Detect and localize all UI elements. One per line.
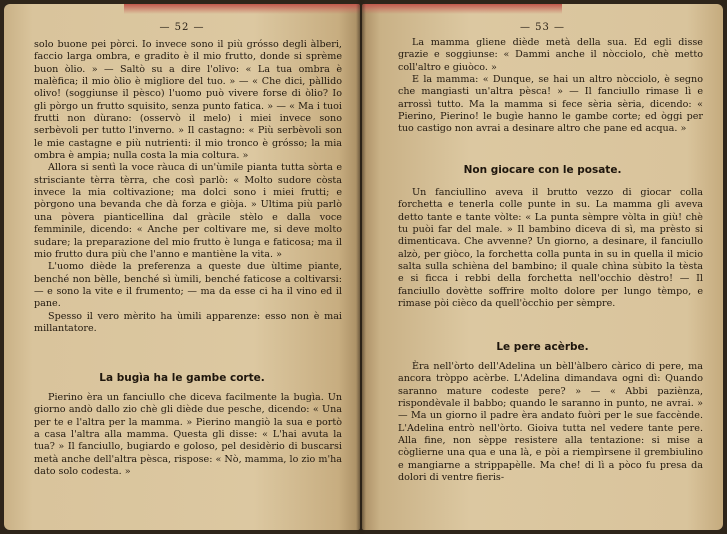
left-page <box>4 4 360 530</box>
paragraph: Allora si sentì la voce ràuca di un'ùmile pianta tutta sòrta e strisciante tèrra tèrra, che così parlò: « Molto sudore còsta invece la mia coltivazione; ma dolci sono i miei frutti; e pòrgono una bevanda che dà forza e giòja. » Ultima più parlò una pòvera pianticellina dal gràcile stèlo e dalla voce femminile, dicendo: « Anche per coltivare me, si deve molto sudare; la preparazione del mio frutto è lunga e faticosa; ma il mio frutto dura più che l'anno e mantiène la vita. » <box>34 162 342 260</box>
section-heading: La bugìa ha le gambe corte. <box>99 372 265 384</box>
section-heading: Non giocare con le posate. <box>463 164 622 176</box>
paragraph: L'uomo diède la preferenza a queste due ùltime piante, benché non bèlle, benché sì ùmili, benché faticose a coltivarsi: — e sono la vite e il frumento; — ma da esse ci ha il vino ed il pane. <box>34 261 342 310</box>
paragraph: Èra nell'òrto dell'Adelina un bèll'àlbero càrico di pere, ma ancora tròppo acèrbe. L'Adelina dimandava ogni dì: Quando saranno mature codeste pere? » — « Abbi paziènza, rispondèvale il babbo; quando le saranno in punto, ne avrai. » — Ma un giorno il padre èra andato fuòri per le sue faccènde. L'Adelina entrò nell'òrto. Gioiva tutta nel vedere tante pere. Alla fine, non sèppe resistere alla tentazione: si mise a còglierne una qua e una là, e pòi a riempìrsene il grembiulino e mangiarne a strippapèlle. Ma che! di lì a pòco fu presa da dolori di ventre fieris- <box>398 361 703 484</box>
fable-text <box>34 39 342 335</box>
section-heading: Le pere acèrbe. <box>496 341 589 353</box>
story-text <box>398 361 703 484</box>
page-number: — 52 — <box>159 22 205 33</box>
story-text <box>34 392 342 478</box>
paragraph: solo buone pei pòrci. Io invece sono il più grósso degli àlberi, faccio larga ombra, e gradito è il mio frutto, donde si sprème buon òlio. » — Saltò su a dire l'olivo: « La tua ombra è malèfica; il mio òlio è migliore del tuo. » — « Che dici, pàllido olivo! (soggiunse il pèsco) l'uomo può vivere forse di òlio? Io gli pòrgo un frutto squisito, senza punto fatica. » — « Ma i tuoi frutti non dùrano: (osservò il melo) i miei invece sono serbèvoli per tutto l'inverno. » Il castagno: « Più serbèvoli son le mie castagne e più nutrienti: il mio tronco è grósso; la mia ombra è ampia; nulla costa la mia coltura. » <box>34 39 342 162</box>
story-text <box>398 37 703 136</box>
right-page <box>362 4 723 530</box>
story-text <box>398 187 703 310</box>
paragraph: E la mamma: « Dunque, se hai un altro nòcciolo, è segno che mangiasti un'altra pèsca! » — Il fanciullo rimase lì e arrossì tutto. Ma la mamma si fece sèria sèria, dicendo: « Pierino, Pierino! le bugìe hanno le gambe corte; ed òggi per tuo castigo non avrai a desinare altro che pane ed acqua. » <box>398 74 703 135</box>
page-number: — 53 — <box>519 22 566 33</box>
paragraph: Pierino èra un fanciullo che diceva facilmente la bugìa. Un giorno andò dallo zio chè gli diède due pesche, dicendo: « Una per te e l'altra per la mamma. » Pierino mangiò la sua e portò a casa l'altra alla mamma. Questa gli disse: « L'hai avuta la tua? » Il fanciullo, bugiardo e goloso, pel desidèrio di buscarsi metà anche dell'altra pèsca, rispose: « Nò, mamma, lo zio m'ha dato solo codesta. » <box>34 392 342 478</box>
page-edge-stain <box>124 4 360 14</box>
page-edge-stain <box>362 4 562 14</box>
paragraph: La mamma gliene diède metà della sua. Ed egli disse grazie e soggiunse: « Dammi anche il nòcciolo, chè metto coll'altro e giuòco. » <box>398 37 703 73</box>
paragraph: Spesso il vero mèrito ha ùmili apparenze: esso non è mai millantatore. <box>34 310 342 334</box>
book-gutter <box>356 0 366 534</box>
paragraph: Un fanciullino aveva il brutto vezzo di giocar colla forchetta e tenerla colle punte in su. La mamma gli aveva detto tante e tante vòlte: « La punta sèmpre vòlta in giù! chè tu puòi far del male. » Il bambino diceva di sì, ma prèsto si dimenticava. Che avvenne? Un giorno, a desinare, il fanciullo alzò, per giòco, la forchetta colla punta in su in quella il micio salta sulla schièna del bambino; il quale chìna sùbito la tèsta e si ficca i rebbi della forchetta nell'occhio dèstro! — Il fanciullo dovètte soffrire molto dolore per lungo tèmpo, e rimase pòi cièco da quell'òcchio per sèmpre. <box>398 187 703 310</box>
